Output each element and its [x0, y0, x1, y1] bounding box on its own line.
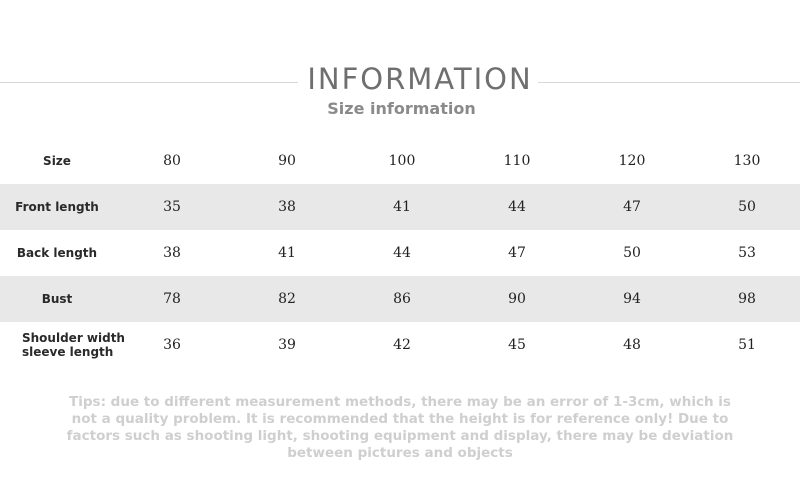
table-cell: 39	[278, 337, 296, 353]
table-row-shoulder-sleeve	[0, 322, 800, 368]
table-cell: 41	[278, 245, 296, 261]
table-cell: 100	[388, 153, 416, 169]
size-table	[0, 138, 800, 368]
table-cell: 90	[508, 291, 526, 307]
table-cell: 98	[738, 291, 756, 307]
row-label: Size	[43, 154, 71, 168]
table-cell: 50	[738, 199, 756, 215]
table-cell: 130	[733, 153, 761, 169]
table-cell: 82	[278, 291, 296, 307]
table-cell: 41	[393, 199, 411, 215]
table-cell: 44	[393, 245, 411, 261]
table-row-size	[0, 138, 800, 184]
table-cell: 120	[618, 153, 646, 169]
table-cell: 38	[278, 199, 296, 215]
table-cell: 36	[163, 337, 181, 353]
table-cell: 86	[393, 291, 411, 307]
table-cell: 38	[163, 245, 181, 261]
table-cell: 51	[738, 337, 756, 353]
table-cell: 42	[393, 337, 411, 353]
table-cell: 45	[508, 337, 526, 353]
table-cell: 90	[278, 153, 296, 169]
table-row-bust	[0, 276, 800, 322]
row-label: Front length	[15, 200, 99, 214]
table-row-front-length	[0, 184, 800, 230]
table-cell: 48	[623, 337, 641, 353]
table-cell: 53	[738, 245, 756, 261]
tips-note: Tips: due to different measurement methods, there may be an error of 1-3cm, which is not a quality problem. It is recommended that the height is for reference only! Due to factors such as shooting light, shooting equipment and display, there may be deviation between pictures and objects	[66, 394, 734, 461]
row-label: Back length	[16, 246, 98, 260]
table-cell: 50	[623, 245, 641, 261]
table-row-back-length	[0, 230, 800, 276]
table-cell: 110	[503, 153, 531, 169]
table-cell: 94	[623, 291, 641, 307]
table-cell: 47	[508, 245, 526, 261]
page-title: INFORMATION	[307, 62, 533, 96]
page-subtitle: Size information	[327, 99, 476, 118]
row-label	[0, 322, 132, 368]
row-label-line: sleeve length	[22, 345, 114, 359]
table-cell: 80	[163, 153, 181, 169]
header	[0, 0, 800, 140]
row-label-line: Shoulder width	[22, 331, 125, 345]
row-label: Bust	[41, 292, 73, 306]
table-cell: 44	[508, 199, 526, 215]
table-cell: 78	[163, 291, 181, 307]
table-cell: 47	[623, 199, 641, 215]
table-cell: 35	[163, 199, 181, 215]
